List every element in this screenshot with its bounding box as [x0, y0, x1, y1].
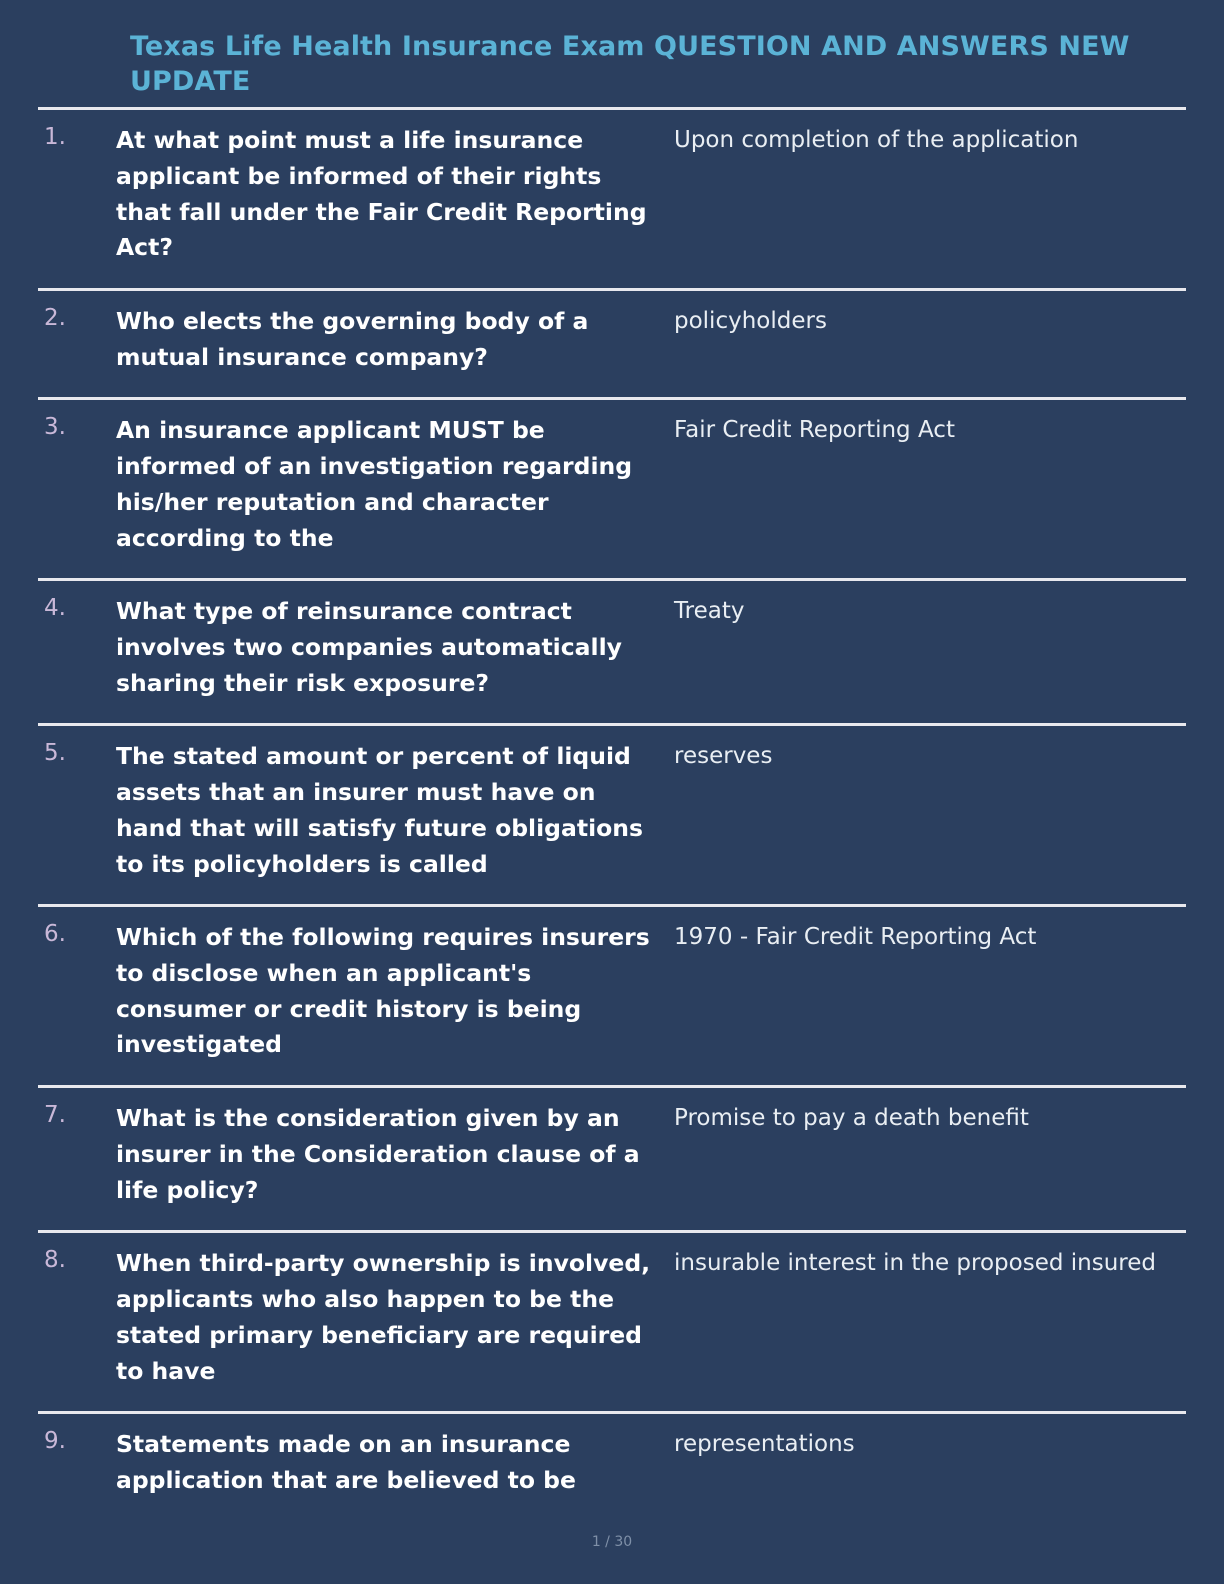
table-row — [38, 725, 1186, 906]
qa-table-body — [38, 109, 1186, 1521]
qa-question: When third-party ownership is involved, applicants who also happen to be the stated primary beneficiary are required to have — [116, 1232, 670, 1413]
qa-number: 8. — [38, 1232, 116, 1413]
qa-question: An insurance applicant MUST be informed of an investigation regarding his/her reputation and character according to the — [116, 399, 670, 580]
qa-answer: Promise to pay a death benefit — [670, 1087, 1186, 1232]
qa-answer: 1970 - Fair Credit Reporting Act — [670, 906, 1186, 1087]
page-title: Texas Life Health Insurance Exam QUESTION AND ANSWERS NEW UPDATE — [130, 31, 1130, 97]
qa-question: At what point must a life insurance applicant be informed of their rights that fall under the Fair Credit Reporting Act? — [116, 109, 670, 290]
qa-table — [38, 107, 1186, 1521]
table-row — [38, 109, 1186, 290]
table-row — [38, 1413, 1186, 1521]
qa-question: Statements made on an insurance application that are believed to be — [116, 1413, 670, 1521]
table-row — [38, 580, 1186, 725]
qa-answer: Upon completion of the application — [670, 109, 1186, 290]
qa-answer: insurable interest in the proposed insured — [670, 1232, 1186, 1413]
table-row — [38, 906, 1186, 1087]
page-indicator: 1 / 30 — [591, 1534, 633, 1550]
qa-question: Which of the following requires insurers to disclose when an applicant's consumer or credit history is being investigated — [116, 906, 670, 1087]
qa-number: 3. — [38, 399, 116, 580]
qa-number: 4. — [38, 580, 116, 725]
qa-number: 7. — [38, 1087, 116, 1232]
table-row — [38, 1087, 1186, 1232]
qa-number: 6. — [38, 906, 116, 1087]
qa-number: 1. — [38, 109, 116, 290]
table-row — [38, 399, 1186, 580]
table-row — [38, 289, 1186, 398]
qa-answer: policyholders — [670, 289, 1186, 398]
qa-answer: representations — [670, 1413, 1186, 1521]
table-row — [38, 1232, 1186, 1413]
qa-answer: Treaty — [670, 580, 1186, 725]
qa-question: What type of reinsurance contract involves two companies automatically sharing their risk exposure? — [116, 580, 670, 725]
qa-number: 9. — [38, 1413, 116, 1521]
qa-number: 2. — [38, 289, 116, 398]
qa-answer: reserves — [670, 725, 1186, 906]
qa-answer: Fair Credit Reporting Act — [670, 399, 1186, 580]
qa-question: The stated amount or percent of liquid assets that an insurer must have on hand that will satisfy future obligations to its policyholders is called — [116, 725, 670, 906]
qa-number: 5. — [38, 725, 116, 906]
qa-question: Who elects the governing body of a mutual insurance company? — [116, 289, 670, 398]
qa-question: What is the consideration given by an insurer in the Consideration clause of a life policy? — [116, 1087, 670, 1232]
